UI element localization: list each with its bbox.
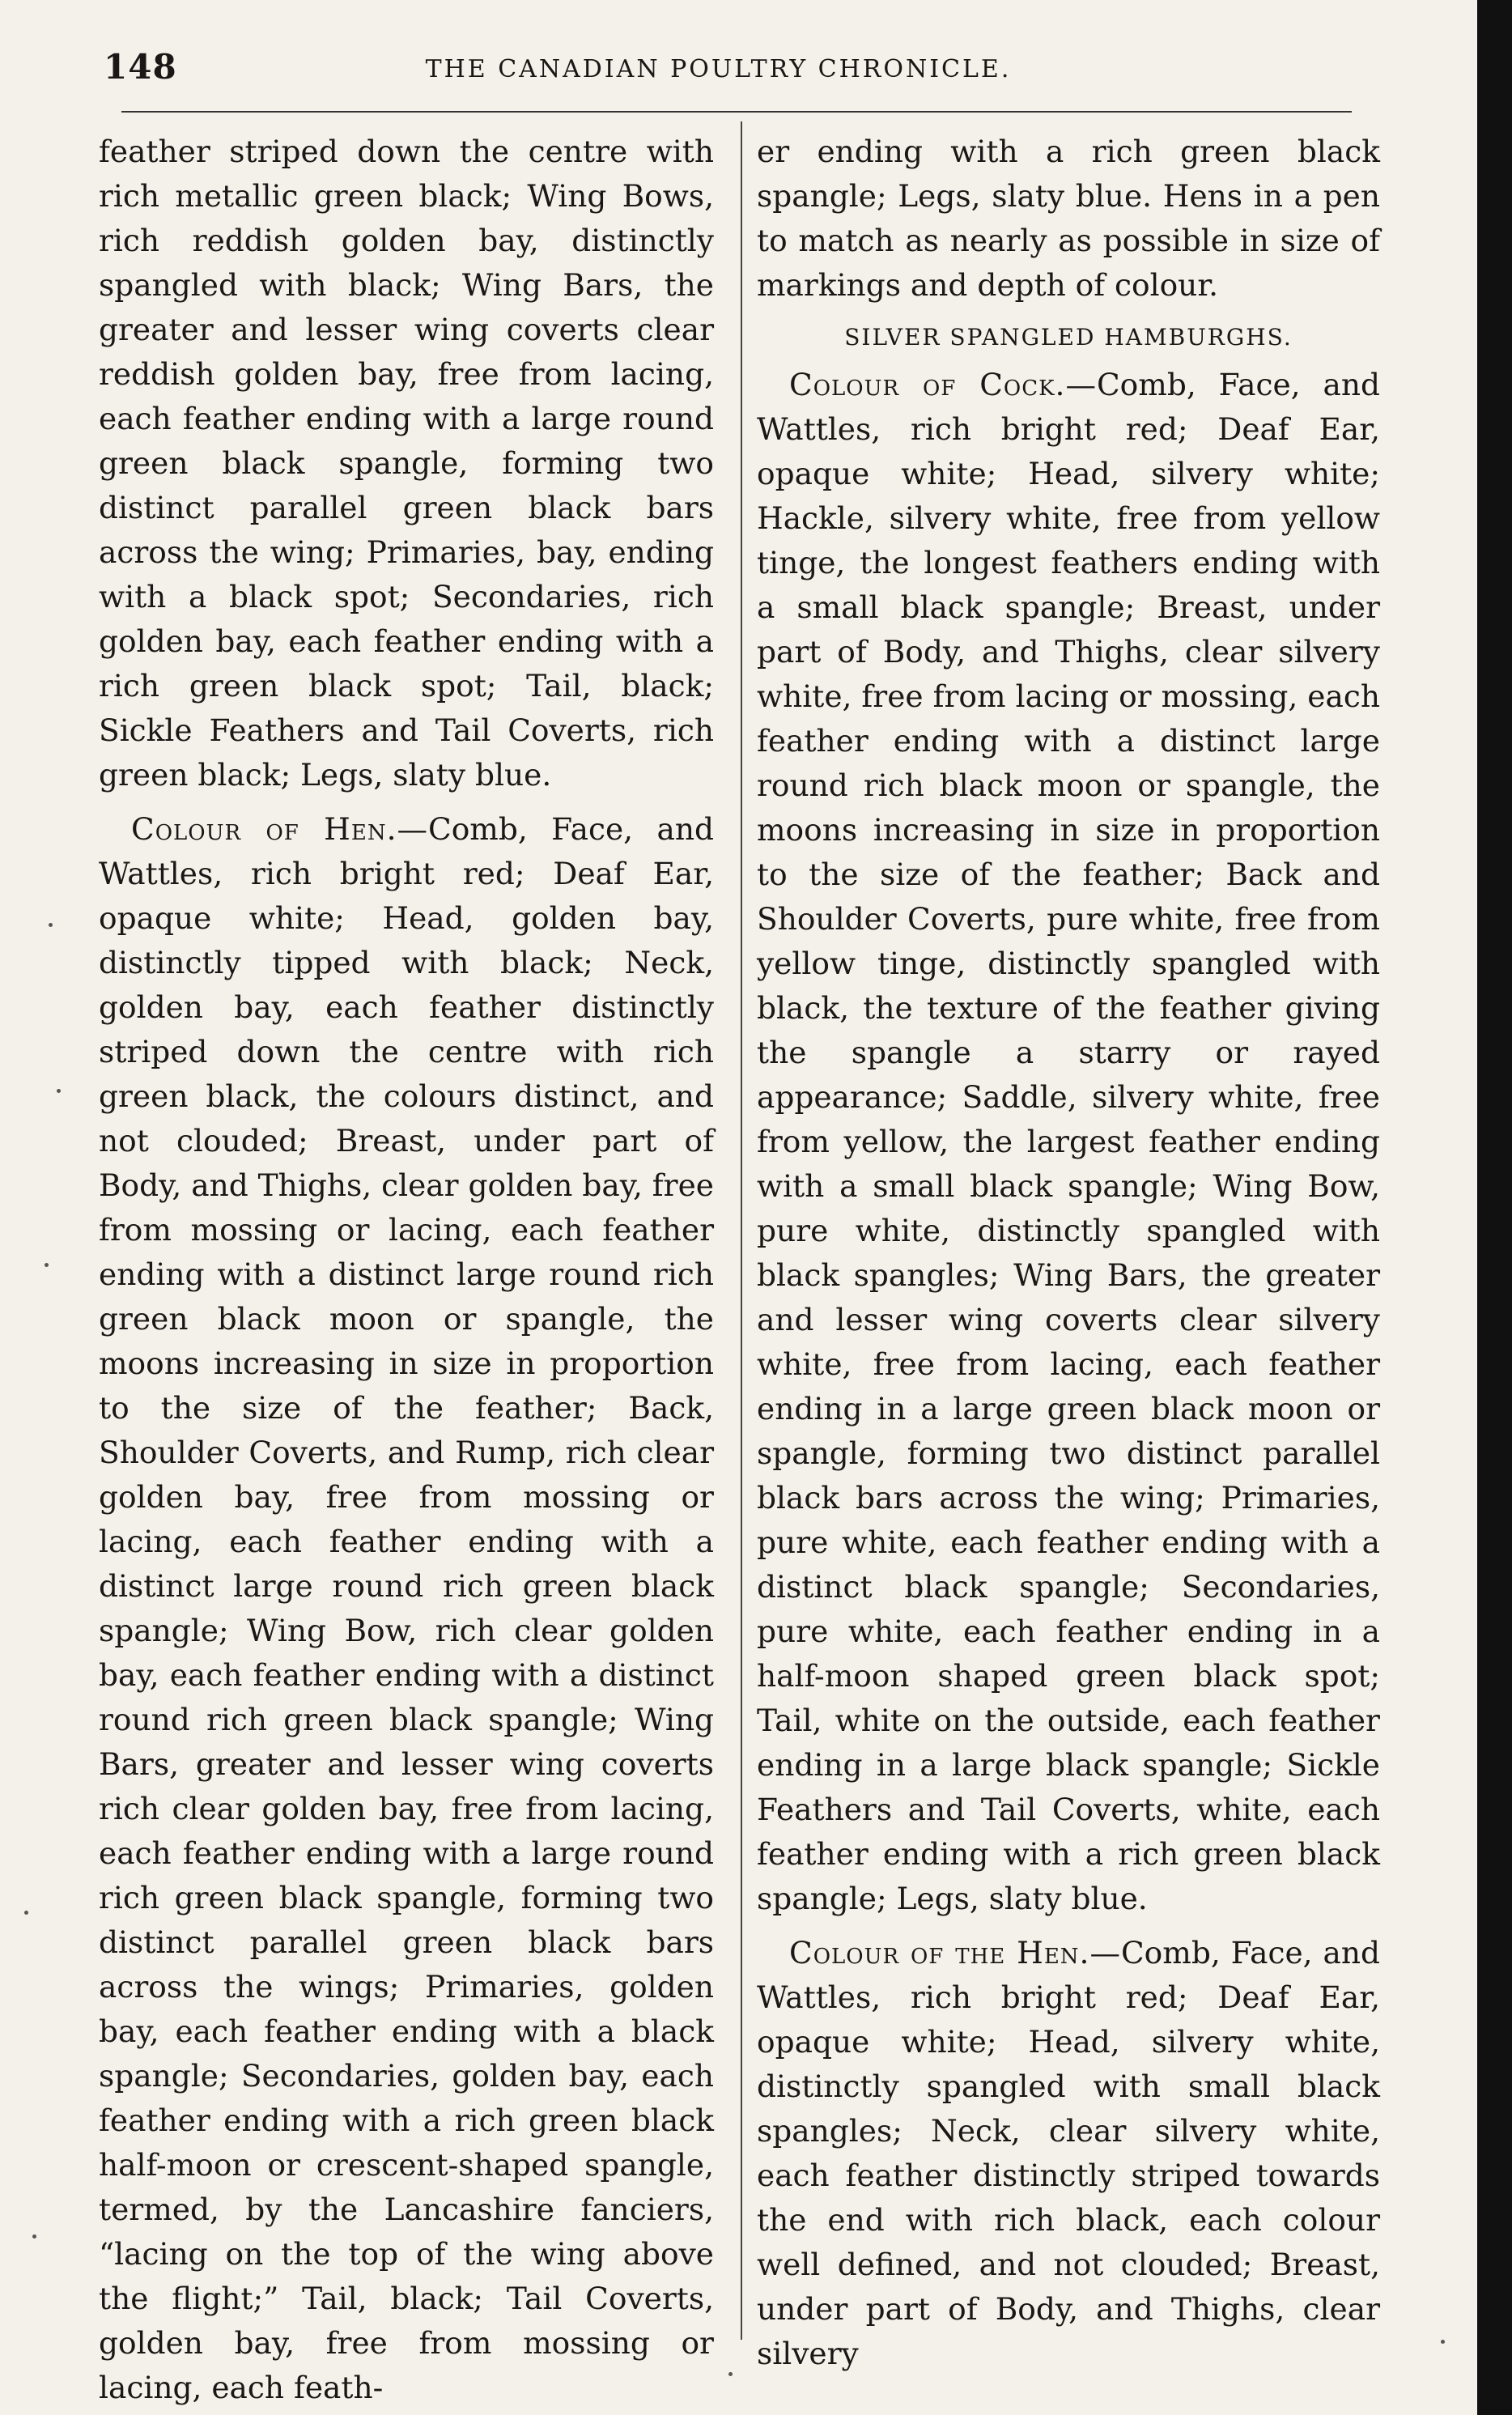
- scan-edge-bar: [1477, 0, 1512, 2415]
- header-rule: [121, 111, 1352, 113]
- scan-speck: [45, 1263, 49, 1267]
- paragraph-text: feather striped down the centre with rich metallic green black; Wing Bows, rich reddish golden bay, distinctly spangled with black; Wing Bars, the greater and lesser wing coverts clear reddish golden bay, free from lacing, each feather ending with a large round green black spangle, forming two distinct parallel green black bars across the wing; Primaries, bay, ending with a black spot; Secondaries, rich golden bay, each feather ending with a rich green black spot; Tail, black; Sickle Feathers and Tail Coverts, rich green black; Legs, slaty blue.: [99, 134, 714, 793]
- scan-speck: [1441, 2340, 1445, 2344]
- right-paragraph-3: [757, 1931, 1380, 2376]
- right-paragraph-1: [757, 130, 1380, 308]
- paragraph-text: Comb, Face, and Wattles, rich bright red; Deaf Ear, opaque white; Head, golden bay, distinctly tipped with black; Neck, golden bay, each feather distinctly striped down the centre with rich green black, the colours distinct, and not clouded; Breast, under part of Body, and Thighs, clear golden bay, free from mossing or lacing, each feather ending with a distinct large round rich green black moon or spangle, the moons increasing in size in proportion to the size of the feather; Back, Shoulder Coverts, and Rump, rich clear golden bay, free from mossing or lacing, each feather ending with a distinct large round rich green black spangle; Wing Bow, rich clear golden bay, each feather ending with a distinct round rich green black spangle; Wing Bars, greater and lesser wing coverts rich clear golden bay, free from lacing, each feather ending with a large round rich green black spangle, forming two distinct parallel green black bars across the wings; Primaries, golden bay, each feather ending with a black spangle; Secondaries, golden bay, each feather ending with a rich green black half-moon or crescent-shaped spangle, termed, by the Lancashire fanciers, “lacing on the top of the wing above the flight;” Tail, black; Tail Coverts, golden bay, free from mossing or lacing, each feath-: [99, 811, 714, 2405]
- scan-speck: [57, 1089, 61, 1093]
- scan-speck: [24, 1911, 28, 1915]
- paragraph-lead: Colour of Hen.—: [131, 811, 429, 847]
- column-divider: [741, 121, 742, 2340]
- left-paragraph-1: [99, 130, 714, 797]
- paragraph-text: Comb, Face, and Wattles, rich bright red; Deaf Ear, opaque white; Head, silvery white, distinctly spangled with small black spangles; Neck, clear silvery white, each feather distinctly striped towards the end with rich black, each colour well defined, and not clouded; Breast, under part of Body, and Thighs, clear silvery: [757, 1935, 1380, 2371]
- paragraph-text: Comb, Face, and Wattles, rich bright red; Deaf Ear, opaque white; Head, silvery white; Hackle, silvery white, free from yellow tinge, the longest feathers ending with a small black spangle; Breast, under part of Body, and Thighs, clear silvery white, free from lacing or mossing, each feather ending with a distinct large round rich black moon or spangle, the moons increasing in size in proportion to the size of the feather; Back and Shoulder Coverts, pure white, free from yellow tinge, distinctly spangled with black, the texture of the feather giving the spangle a starry or rayed appearance; Saddle, silvery white, free from yellow, the largest feather ending with a small black spangle; Wing Bow, pure white, distinctly spangled with black spangles; Wing Bars, the greater and lesser wing coverts clear silvery white, free from lacing, each feather ending in a large green black moon or spangle, forming two distinct parallel black bars across the wing; Primaries, pure white, each feather ending with a distinct black spangle; Secondaries, pure white, each feather ending in a half-moon shaped green black spot; Tail, white on the outside, each feather ending in a large black spangle; Sickle Feathers and Tail Coverts, white, each feather ending with a rich green black spangle; Legs, slaty blue.: [757, 367, 1380, 1916]
- paragraph-lead: Colour of Cock.—: [789, 367, 1097, 402]
- paragraph-lead: Colour of the Hen.—: [789, 1935, 1121, 1971]
- page-number: 148: [104, 47, 177, 87]
- paragraph-text: er ending with a rich green black spangle; Legs, slaty blue. Hens in a pen to match as nearly as possible in size of markings and depth of colour.: [757, 134, 1380, 303]
- right-paragraph-2: [757, 363, 1380, 1921]
- left-paragraph-2: [99, 807, 714, 2410]
- scan-speck: [728, 2372, 733, 2376]
- running-head: THE CANADIAN POULTRY CHRONICLE.: [425, 55, 1012, 83]
- page-header: [89, 47, 1348, 96]
- scan-speck: [32, 2234, 36, 2239]
- left-column: [99, 130, 714, 2405]
- section-heading: SILVER SPANGLED HAMBURGHS.: [844, 324, 1293, 351]
- right-column: [757, 130, 1380, 2371]
- scan-speck: [49, 923, 53, 927]
